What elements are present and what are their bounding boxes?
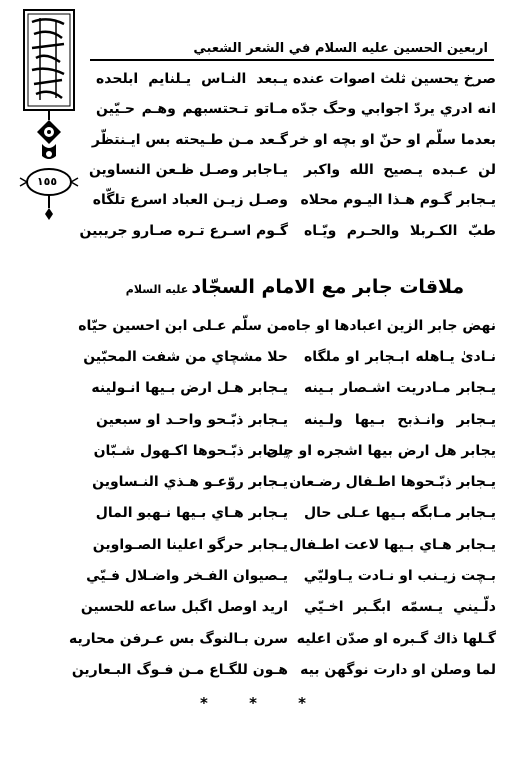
hemistich-right: يـجابر مـادريت اشـصار بـينه [304, 380, 496, 397]
poem-couplet [71, 654, 496, 685]
hemistich-right: يـجابر گـوم هـذا اليـوم محلاه [300, 192, 496, 209]
hemistich-left: يـاجابر وصـل ظـعن النساوين [88, 162, 288, 179]
section-heading [110, 276, 480, 298]
hemistich-right: يـجابر وانـذبح بـيها ولـينه [304, 411, 496, 428]
poem-couplet [96, 94, 496, 124]
poem-couplet [86, 560, 496, 591]
hemistich-right: صرخ يحسين ثلث اصوات عنده [292, 71, 496, 88]
hemistich-right: بـچت زيـنب او نـادت يـاوليّي [303, 568, 496, 585]
poem-couplet [69, 623, 496, 654]
poem-bottom [69, 310, 496, 686]
poem-couplet [91, 373, 496, 404]
poem-couplet [96, 498, 496, 529]
header-rule [90, 59, 494, 61]
hemistich-left: يـجابر حرگو اعلينا الصـواوين [92, 536, 288, 553]
hemistich-left: يـجابر ذبّـحوها اكـهول شـبّان [93, 442, 288, 459]
poem-couplet [96, 64, 496, 94]
hemistich-right: نـادىٰ يـاهله ابـجابر او ملگاه [304, 348, 496, 365]
hemistich-left: يـبعد النـاس يـلنايم ابلحده [96, 71, 288, 88]
poem-couplet [88, 155, 496, 185]
poem-couplet [93, 435, 496, 466]
hemistich-left: يـصيوان الفـخر واضـلال فـيّي [86, 568, 288, 585]
hemistich-left: هـون للگـاع مـن فـوگ البـعارين [71, 661, 288, 678]
section-heading-text: ملاقات جابر مع الامام السجّاد [191, 276, 465, 298]
hemistich-left: گـعد مـن طـيحته بس ايـنتظّر [91, 131, 288, 148]
hemistich-left: حلا مشچاي من شفت المحبّين [83, 348, 288, 365]
running-header [90, 36, 494, 60]
poem-couplet [92, 466, 496, 497]
hemistich-right: گـلها ذاك گـبره او صدّن اعليه [296, 630, 496, 647]
hemistich-right: يـجابر هـاي بـيها لاعت اطـفال [289, 536, 496, 553]
hemistich-left: مـاتو تـحتسبهم وهـم حـيّين [96, 101, 288, 118]
poem-top [79, 64, 496, 246]
hemistich-right: يـجابر مـابگه بـيها عـلى حال [304, 505, 496, 522]
hemistich-left: يـجابر هـاي بـيها نـهبو المال [95, 505, 288, 522]
poem-couplet [92, 529, 496, 560]
section-end-stars: * * * [200, 694, 324, 712]
hemistich-right: طبّ الكـربلا والحـرم ويّـاه [304, 222, 496, 239]
poem-couplet [78, 310, 496, 341]
hemistich-left: اريد اوصل اگبل ساعه للحسين [80, 599, 288, 616]
hemistich-left: يـجابر هـل ارض بـيها انـولينه [91, 380, 288, 397]
hemistich-left: يـجابر روّعـو هـذي النـساوين [92, 474, 288, 491]
hemistich-right: نهض جابر الزين اعبادها او جاه [287, 317, 496, 334]
hemistich-right: يجابر هل ارض بيها اشجره او چان [266, 442, 496, 459]
poem-couplet [79, 215, 496, 245]
hemistich-left: وصـل زيـن العباد اسرع تلگّاه [92, 192, 288, 209]
poem-couplet [92, 185, 496, 215]
hemistich-right: لما وصلن او دارت نوگهن بيه [300, 661, 496, 678]
hemistich-left: سرن بـالنوگ بس عـرفن محاريه [69, 630, 288, 647]
poem-couplet [80, 592, 496, 623]
hemistich-left: من سلّم عـلى ابن احسين حيّاه [78, 317, 288, 334]
hemistich-right: بعدما سلّم او حنّ او بچه او خر [290, 131, 496, 148]
hemistich-right: انه ادري يردّ اجوابي وحگ جدّه [291, 101, 496, 118]
medallion-icon [37, 120, 61, 159]
poem-couplet [83, 341, 496, 372]
honorific-mark: عليه السلام [125, 283, 189, 296]
poem-couplet [91, 125, 496, 155]
header-title: اربعين الحسين عليه السلام في الشعر الشعبي [193, 40, 488, 56]
hemistich-left: يـجابر ذبّـحو واحـد او سبعين [96, 411, 288, 428]
hemistich-right: يـجابر ذبّـحوها اطـفال رضـعان [289, 474, 496, 491]
page-number: ١٥٥ [36, 175, 58, 188]
hemistich-right: لن عـبده يـصيح الله واكبر [304, 162, 496, 179]
hemistich-right: دلّـيني يـسمّه ابگـبر اخـيّي [304, 599, 496, 616]
hemistich-left: گـوم اسـرع تـره صـارو جريبين [79, 222, 288, 239]
poem-couplet [96, 404, 496, 435]
